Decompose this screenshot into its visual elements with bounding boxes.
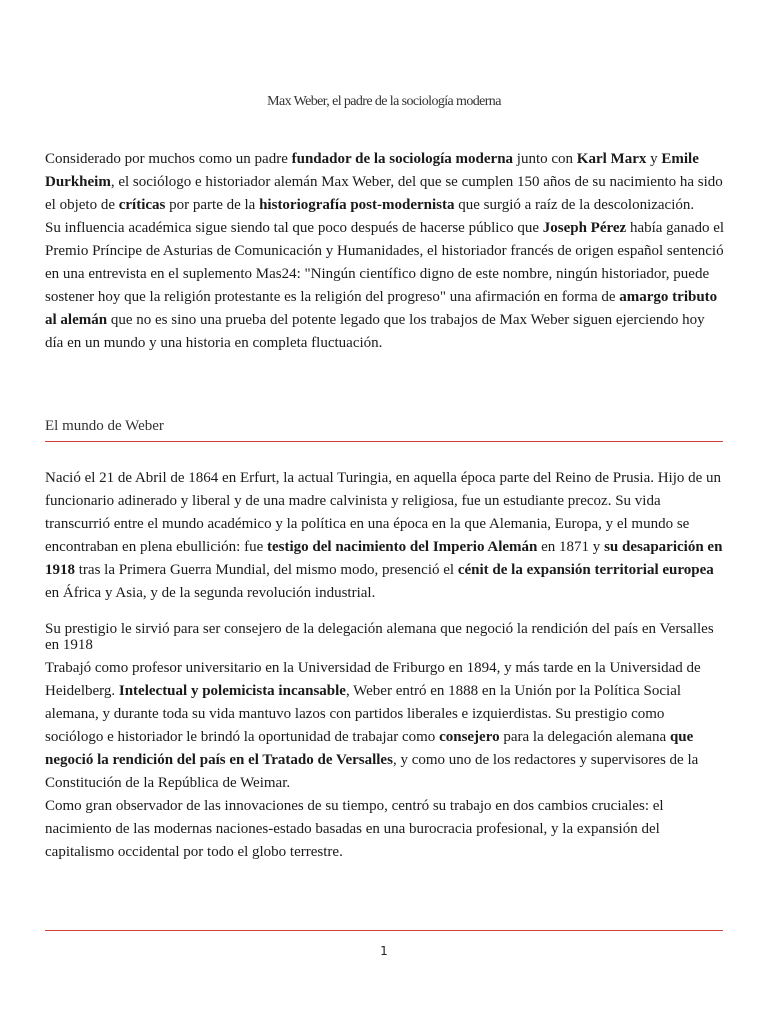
bold-text: que negoció la rendición del país en el Tratado de Versalles [45, 729, 694, 768]
bold-text: amargo tributo al alemán [45, 289, 718, 328]
section-heading: El mundo de Weber [45, 418, 164, 434]
document-title: Max Weber, el padre de la sociología moderna [267, 94, 501, 109]
bold-text: consejero [439, 729, 500, 745]
text-run: en 1871 y [537, 539, 605, 555]
body-paragraph-2 [45, 657, 725, 864]
text-run: Como gran observador de las innovaciones de su tiempo, centró su trabajo en dos cambios cruciales: el nacimiento de las modernas naciones-estado basadas en una burocracia profesional, y la expansión del capitalismo occidental por todo el globo terrestre. [45, 798, 664, 860]
section-divider [45, 441, 723, 442]
text-run: junto con [513, 151, 577, 167]
bold-text: Intelectual y polemicista incansable [118, 683, 346, 699]
bold-text: Joseph Pérez [542, 220, 627, 236]
bold-text: Karl Marx [576, 151, 647, 167]
text-run: que surgió a raíz de la descolonización. [454, 197, 695, 213]
bold-text: Emile Durkheim [45, 151, 699, 190]
text-run: , el sociólogo e historiador alemán Max Weber, del que se cumplen 150 años de su nacimiento ha sido el objeto de [45, 174, 723, 213]
footer-divider [45, 930, 723, 931]
text-run: había ganado el Premio Príncipe de Asturias de Comunicación y Humanidades, el historiador francés de origen español sentenció en una entrevista en el suplemento Mas24: "Ningún científico digno de este nombre, ningún historiador, puede sostener hoy que la religión protestante es la religión del progreso" una afirmación en forma de [45, 220, 725, 305]
page-number: 1 [380, 944, 388, 958]
text-run: , Weber entró en 1888 en la Unión por la Política Social alemana, y durante toda su vida mantuvo lazos con partidos liberales e izquierdistas. Su prestigio como sociólogo e historiador le brindó la oportunidad de trabajar como [45, 683, 682, 745]
text-run: tras la Primera Guerra Mundial, del mismo modo, presenció el [75, 562, 458, 578]
text-run: en África y Asia, y de la segunda revolución industrial. [45, 585, 376, 601]
text-run: Nació el 21 de Abril de 1864 en Erfurt, la actual Turingia, en aquella época parte del Reino de Prusia. Hijo de un funcionario adinerado y liberal y de una madre calvinista y religiosa, fue un estudiante precoz. Su vida transcurrió entre el mundo académico y la política en una época en la que Alemania, Europa, y el mundo se encontraban en plena ebullición: fue [45, 470, 722, 555]
bold-text: fundador de la sociología moderna [291, 151, 514, 167]
text-run: que no es sino una prueba del potente legado que los trabajos de Max Weber siguen ejerciendo hoy día en un mundo y una historia en completa fluctuación. [45, 312, 705, 351]
text-run: por parte de la [165, 197, 260, 213]
bold-text: su desaparición en 1918 [45, 539, 723, 578]
bold-text: testigo del nacimiento del Imperio Alemán [267, 539, 538, 555]
body-paragraph-1 [45, 467, 725, 605]
intro-paragraph [45, 148, 725, 355]
text-run: Trabajó como profesor universitario en la Universidad de Friburgo en 1894, y más tarde en la Universidad de Heidelberg. [45, 660, 701, 699]
text-run: , y como uno de los redactores y supervisores de la Constitución de la República de Weimar. [45, 752, 699, 791]
bold-text: críticas [118, 197, 166, 213]
body-paragraph-2-lead: Su prestigio le sirvió para ser consejero de la delegación alemana que negoció la rendición del país en Versalles en 1918 [45, 621, 714, 653]
text-run: Su influencia académica sigue siendo tal que poco después de hacerse público que [45, 220, 543, 236]
bold-text: cénit de la expansión territorial europea [457, 562, 714, 578]
bold-text: historiografía post-modernista [259, 197, 455, 213]
text-run: para la delegación alemana [499, 729, 670, 745]
text-run: Considerado por muchos como un padre [45, 151, 292, 167]
text-run: y [646, 151, 662, 167]
